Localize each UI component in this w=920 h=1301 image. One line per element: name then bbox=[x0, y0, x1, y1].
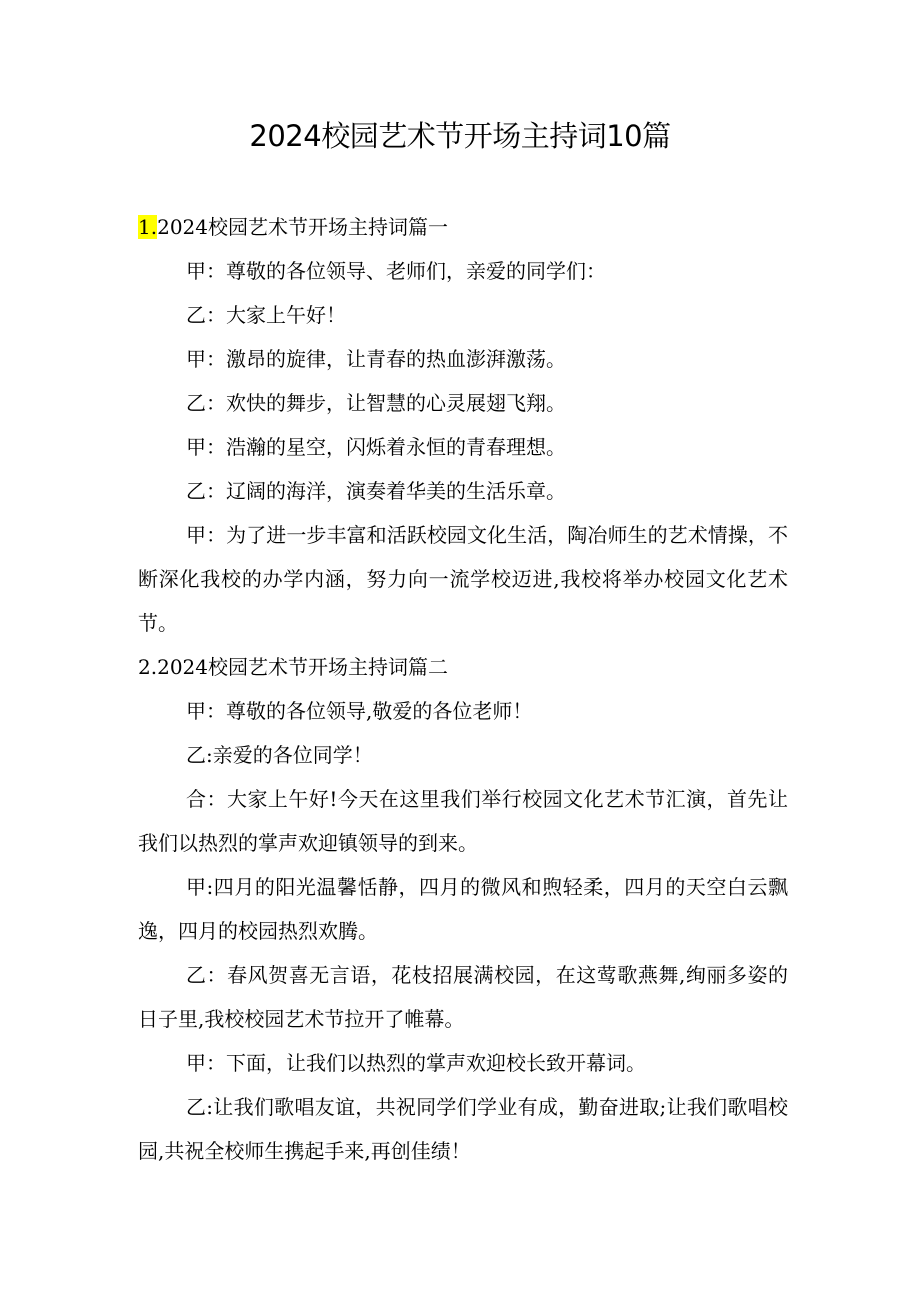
section-2 bbox=[138, 645, 788, 1173]
paragraph: 甲：浩瀚的星空，闪烁着永恒的青春理想。 bbox=[186, 435, 566, 459]
paragraph: 甲：下面，让我们以热烈的掌声欢迎校长致开幕词。 bbox=[186, 1051, 646, 1075]
paragraph: 乙：欢快的舞步，让智慧的心灵展翅飞翔。 bbox=[186, 391, 566, 415]
document-body bbox=[138, 205, 788, 1173]
document-title: 2024校园艺术节开场主持词10篇 bbox=[249, 119, 671, 153]
paragraph: 甲:四月的阳光温馨恬静，四月的微风和煦轻柔，四月的天空白云飘逸，四月的校园热烈欢腾。 bbox=[138, 875, 788, 943]
paragraph: 乙：大家上午好！ bbox=[186, 303, 346, 327]
paragraph: 甲：尊敬的各位领导、老师们，亲爱的同学们： bbox=[186, 259, 606, 283]
paragraph: 甲：为了进一步丰富和活跃校园文化生活，陶冶师生的艺术情操，不断深化我校的办学内涵，努力向一流学校迈进,我校将举办校园文化艺术节。 bbox=[138, 523, 788, 635]
section-heading bbox=[138, 645, 788, 689]
paragraph: 乙：春风贺喜无言语，花枝招展满校园，在这莺歌燕舞,绚丽多姿的日子里,我校校园艺术节拉开了帷幕。 bbox=[138, 963, 788, 1031]
section-heading-text: 2024校园艺术节开场主持词篇二 bbox=[157, 655, 448, 679]
section-number: 2. bbox=[138, 655, 158, 679]
section-number-highlighted: 1. bbox=[138, 215, 158, 239]
section-heading-text: 2024校园艺术节开场主持词篇一 bbox=[157, 215, 448, 239]
paragraph: 乙:亲爱的各位同学！ bbox=[186, 743, 373, 767]
paragraph: 乙：辽阔的海洋，演奏着华美的生活乐章。 bbox=[186, 479, 566, 503]
paragraph: 甲：激昂的旋律，让青春的热血澎湃激荡。 bbox=[186, 347, 566, 371]
paragraph: 乙:让我们歌唱友谊，共祝同学们学业有成，勤奋进取;让我们歌唱校园,共祝全校师生携起手来,再创佳绩！ bbox=[138, 1095, 788, 1163]
section-1 bbox=[138, 205, 788, 645]
paragraph: 甲：尊敬的各位领导,敬爱的各位老师！ bbox=[186, 699, 533, 723]
section-heading bbox=[138, 205, 788, 249]
paragraph: 合：大家上午好!今天在这里我们举行校园文化艺术节汇演，首先让我们以热烈的掌声欢迎镇领导的到来。 bbox=[138, 787, 788, 855]
